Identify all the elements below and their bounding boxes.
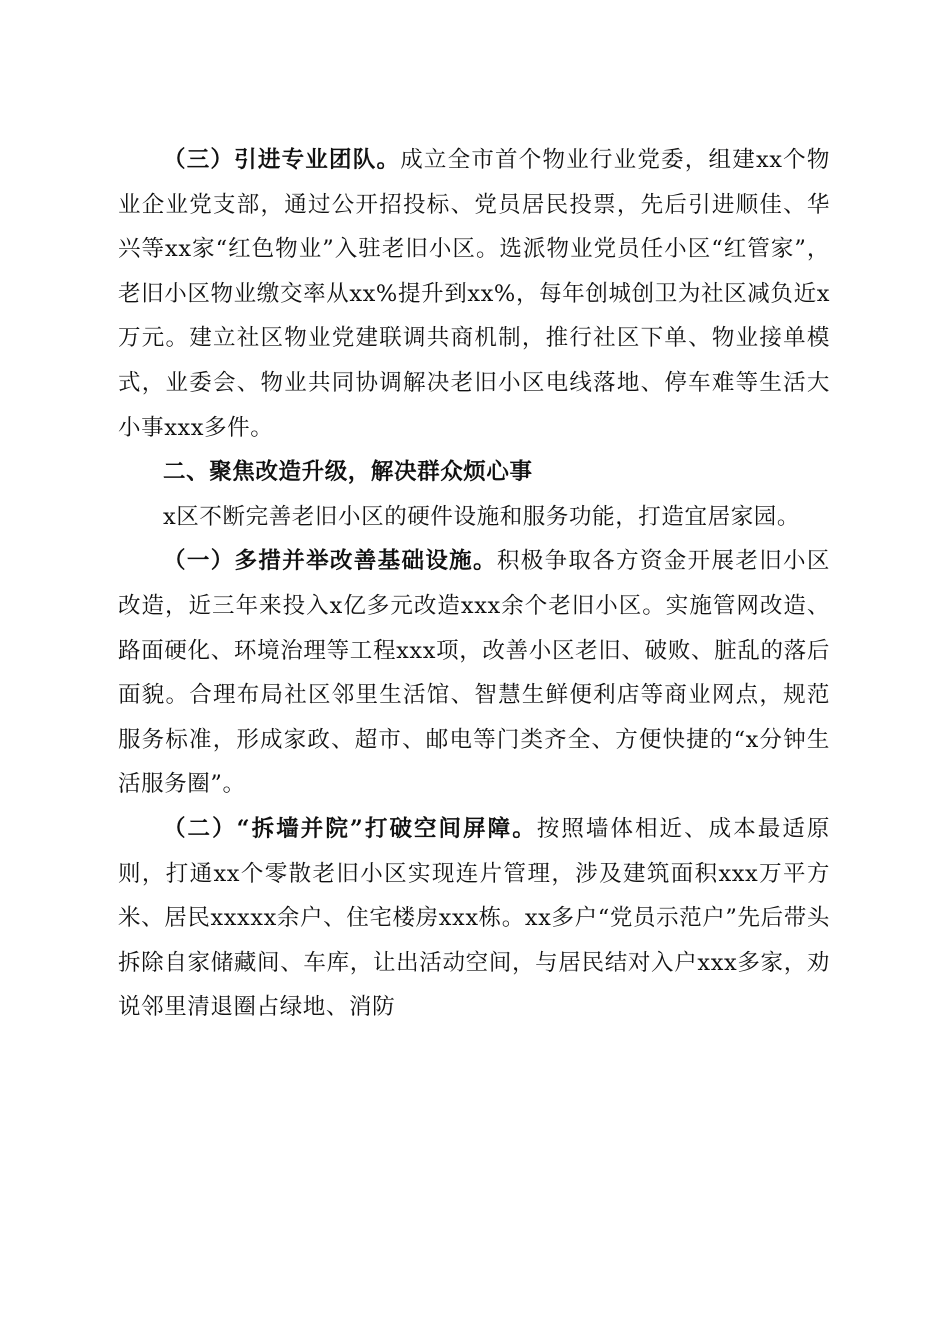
item-1-lead: （一）多措并举改善基础设施。: [163, 548, 497, 575]
section-3-body: 成立全市首个物业行业党委，组建xx个物业企业党支部，通过公开招投标、党员居民投票，先后引进顺佳、华兴等xx家“红色物业”入驻老旧小区。选派物业党员任小区“红管家”，老旧小区物业缴交率从xx%提升到xx%，每年创城创卫为社区减负近x万元。建立社区物业党建联调共商机制，推行社区下单、物业接单模式，业委会、物业共同协调解决老旧小区电线落地、停车难等生活大小事xxx多件。: [118, 147, 830, 441]
item-1-body: 积极争取各方资金开展老旧小区改造，近三年来投入x亿多元改造xxx余个老旧小区。实施管网改造、路面硬化、环境治理等工程xxx项，改善小区老旧、破败、脏乱的落后面貌。合理布局社区邻里生活馆、智慧生鲜便利店等商业网点，规范服务标准，形成家政、超市、邮电等门类齐全、方便快捷的“x分钟生活服务圈”。: [118, 548, 830, 798]
item-1-paragraph: [118, 539, 830, 807]
item-2-paragraph: [118, 807, 830, 1030]
section-heading-2: 二、聚焦改造升级，解决群众烦心事: [163, 459, 533, 486]
item-2-lead: （二）“拆墙并院”打破空间屏障。: [163, 815, 537, 842]
section-3-paragraph: [118, 138, 830, 450]
section-3-lead: （三）引进专业团队。: [163, 147, 401, 173]
document-page: [118, 138, 830, 1030]
intro-paragraph: x区不断完善老旧小区的硬件设施和服务功能，打造宜居家园。: [163, 503, 800, 530]
item-2-body: 按照墙体相近、成本最适原则，打通xx个零散老旧小区实现连片管理，涉及建筑面积xxx万平方米、居民xxxxx余户、住宅楼房xxx栋。xx多户“党员示范户”先后带头拆除自家储藏间、车库，让出活动空间，与居民结对入户xxx多家，劝说邻里清退圈占绿地、消防: [118, 815, 830, 1021]
